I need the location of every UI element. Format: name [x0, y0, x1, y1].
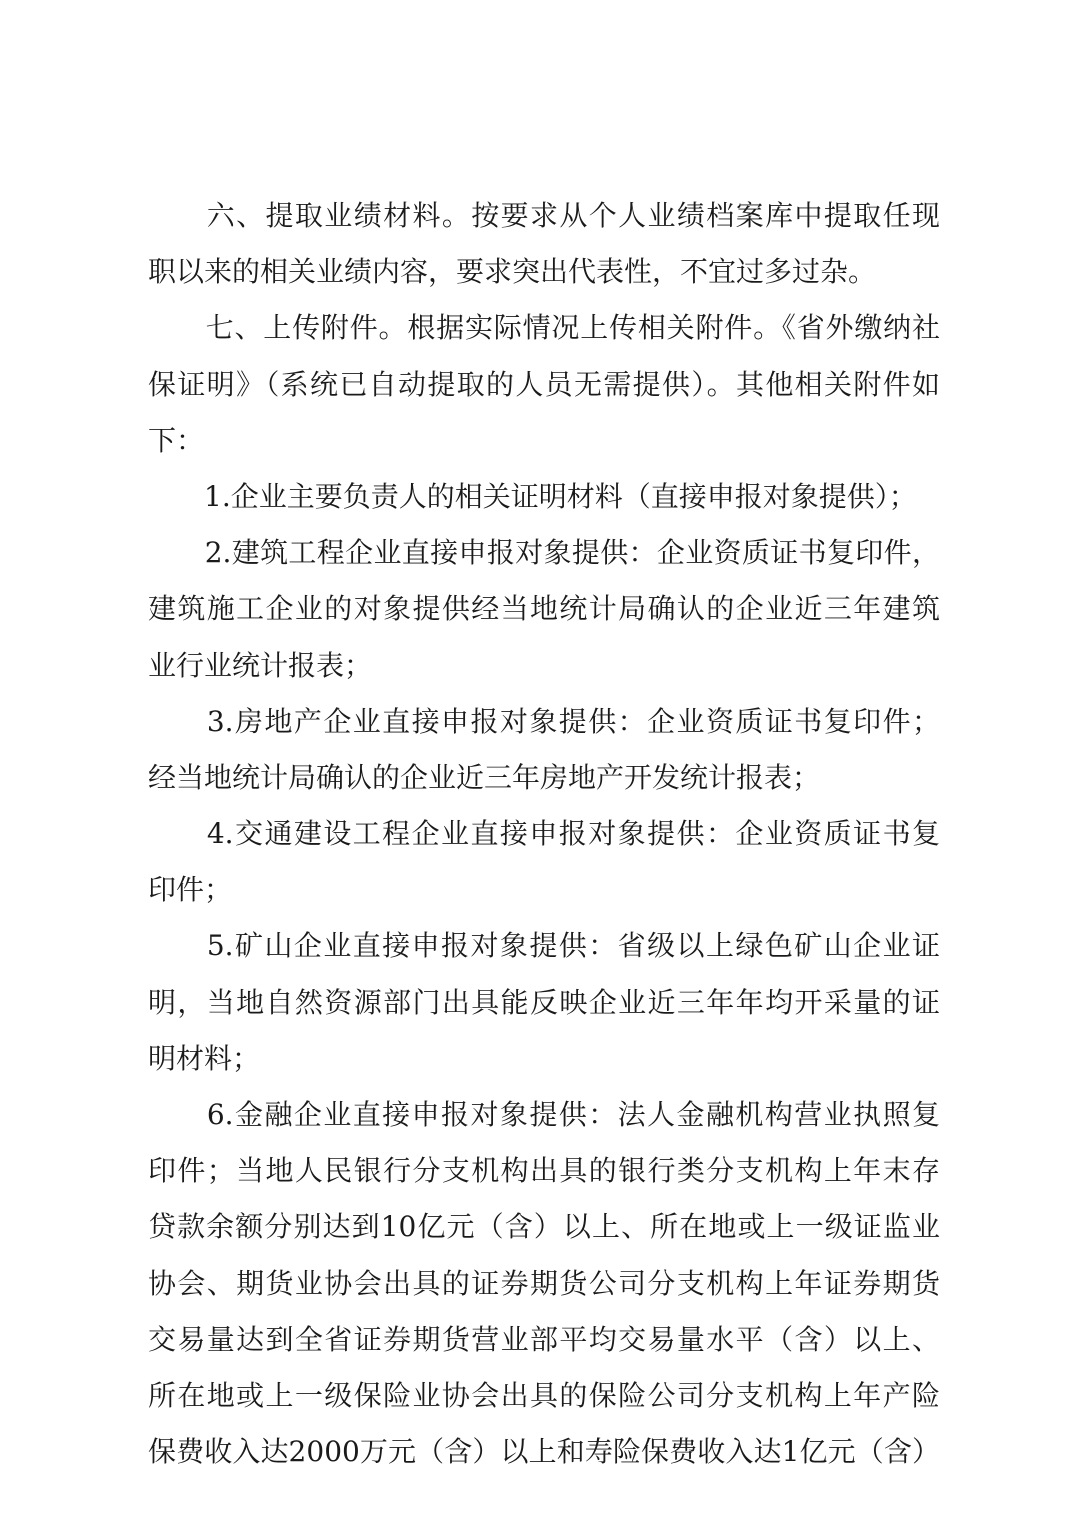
text-line: 贷款余额分别达到10亿元（含）以上、所在地或上一级证监业 — [148, 1210, 940, 1244]
text-line: 职以来的相关业绩内容，要求突出代表性，不宜过多过杂。 — [148, 255, 877, 289]
text-line: 七、上传附件。根据实际情况上传相关附件。《省外缴纳社 — [148, 311, 940, 345]
text-line: 协会、期货业协会出具的证券期货公司分支机构上年证券期货 — [148, 1266, 940, 1300]
text-line: 业行业统计报表； — [148, 648, 373, 682]
text-line: 六、提取业绩材料。按要求从个人业绩档案库中提取任现 — [148, 199, 940, 232]
text-line: 所在地或上一级保险业协会出具的保险公司分支机构上年产险 — [148, 1378, 940, 1412]
text-line: 印件； — [148, 873, 233, 907]
document-body — [148, 188, 940, 1480]
text-line: 明材料； — [148, 1041, 261, 1075]
text-line: 保证明》（系统已自动提取的人员无需提供）。其他相关附件如 — [148, 367, 940, 401]
text-line: 明，当地自然资源部门出具能反映企业近三年年均开采量的证 — [148, 985, 940, 1019]
text-line: 6.金融企业直接申报对象提供：法人金融机构营业执照复 — [148, 1098, 940, 1131]
text-line: 3.房地产企业直接申报对象提供：企业资质证书复印件； — [148, 704, 940, 738]
text-line: 交易量达到全省证券期货营业部平均交易量水平（含）以上、 — [148, 1322, 940, 1356]
text-line: 印件；当地人民银行分支机构出具的银行类分支机构上年末存 — [148, 1154, 940, 1188]
text-line: 建筑施工企业的对象提供经当地统计局确认的企业近三年建筑 — [148, 592, 940, 626]
text-line: 4.交通建设工程企业直接申报对象提供：企业资质证书复 — [148, 817, 940, 851]
text-line: 保费收入达2000万元（含）以上和寿险保费收入达1亿元（含） — [148, 1435, 940, 1469]
text-line: 经当地统计局确认的企业近三年房地产开发统计报表； — [148, 760, 821, 794]
text-line: 5.矿山企业直接申报对象提供：省级以上绿色矿山企业证 — [148, 929, 940, 963]
text-line: 下： — [148, 423, 205, 457]
text-line: 1.企业主要负责人的相关证明材料（直接申报对象提供）； — [148, 479, 917, 513]
text-line: 2.建筑工程企业直接申报对象提供：企业资质证书复印件， — [148, 536, 940, 570]
